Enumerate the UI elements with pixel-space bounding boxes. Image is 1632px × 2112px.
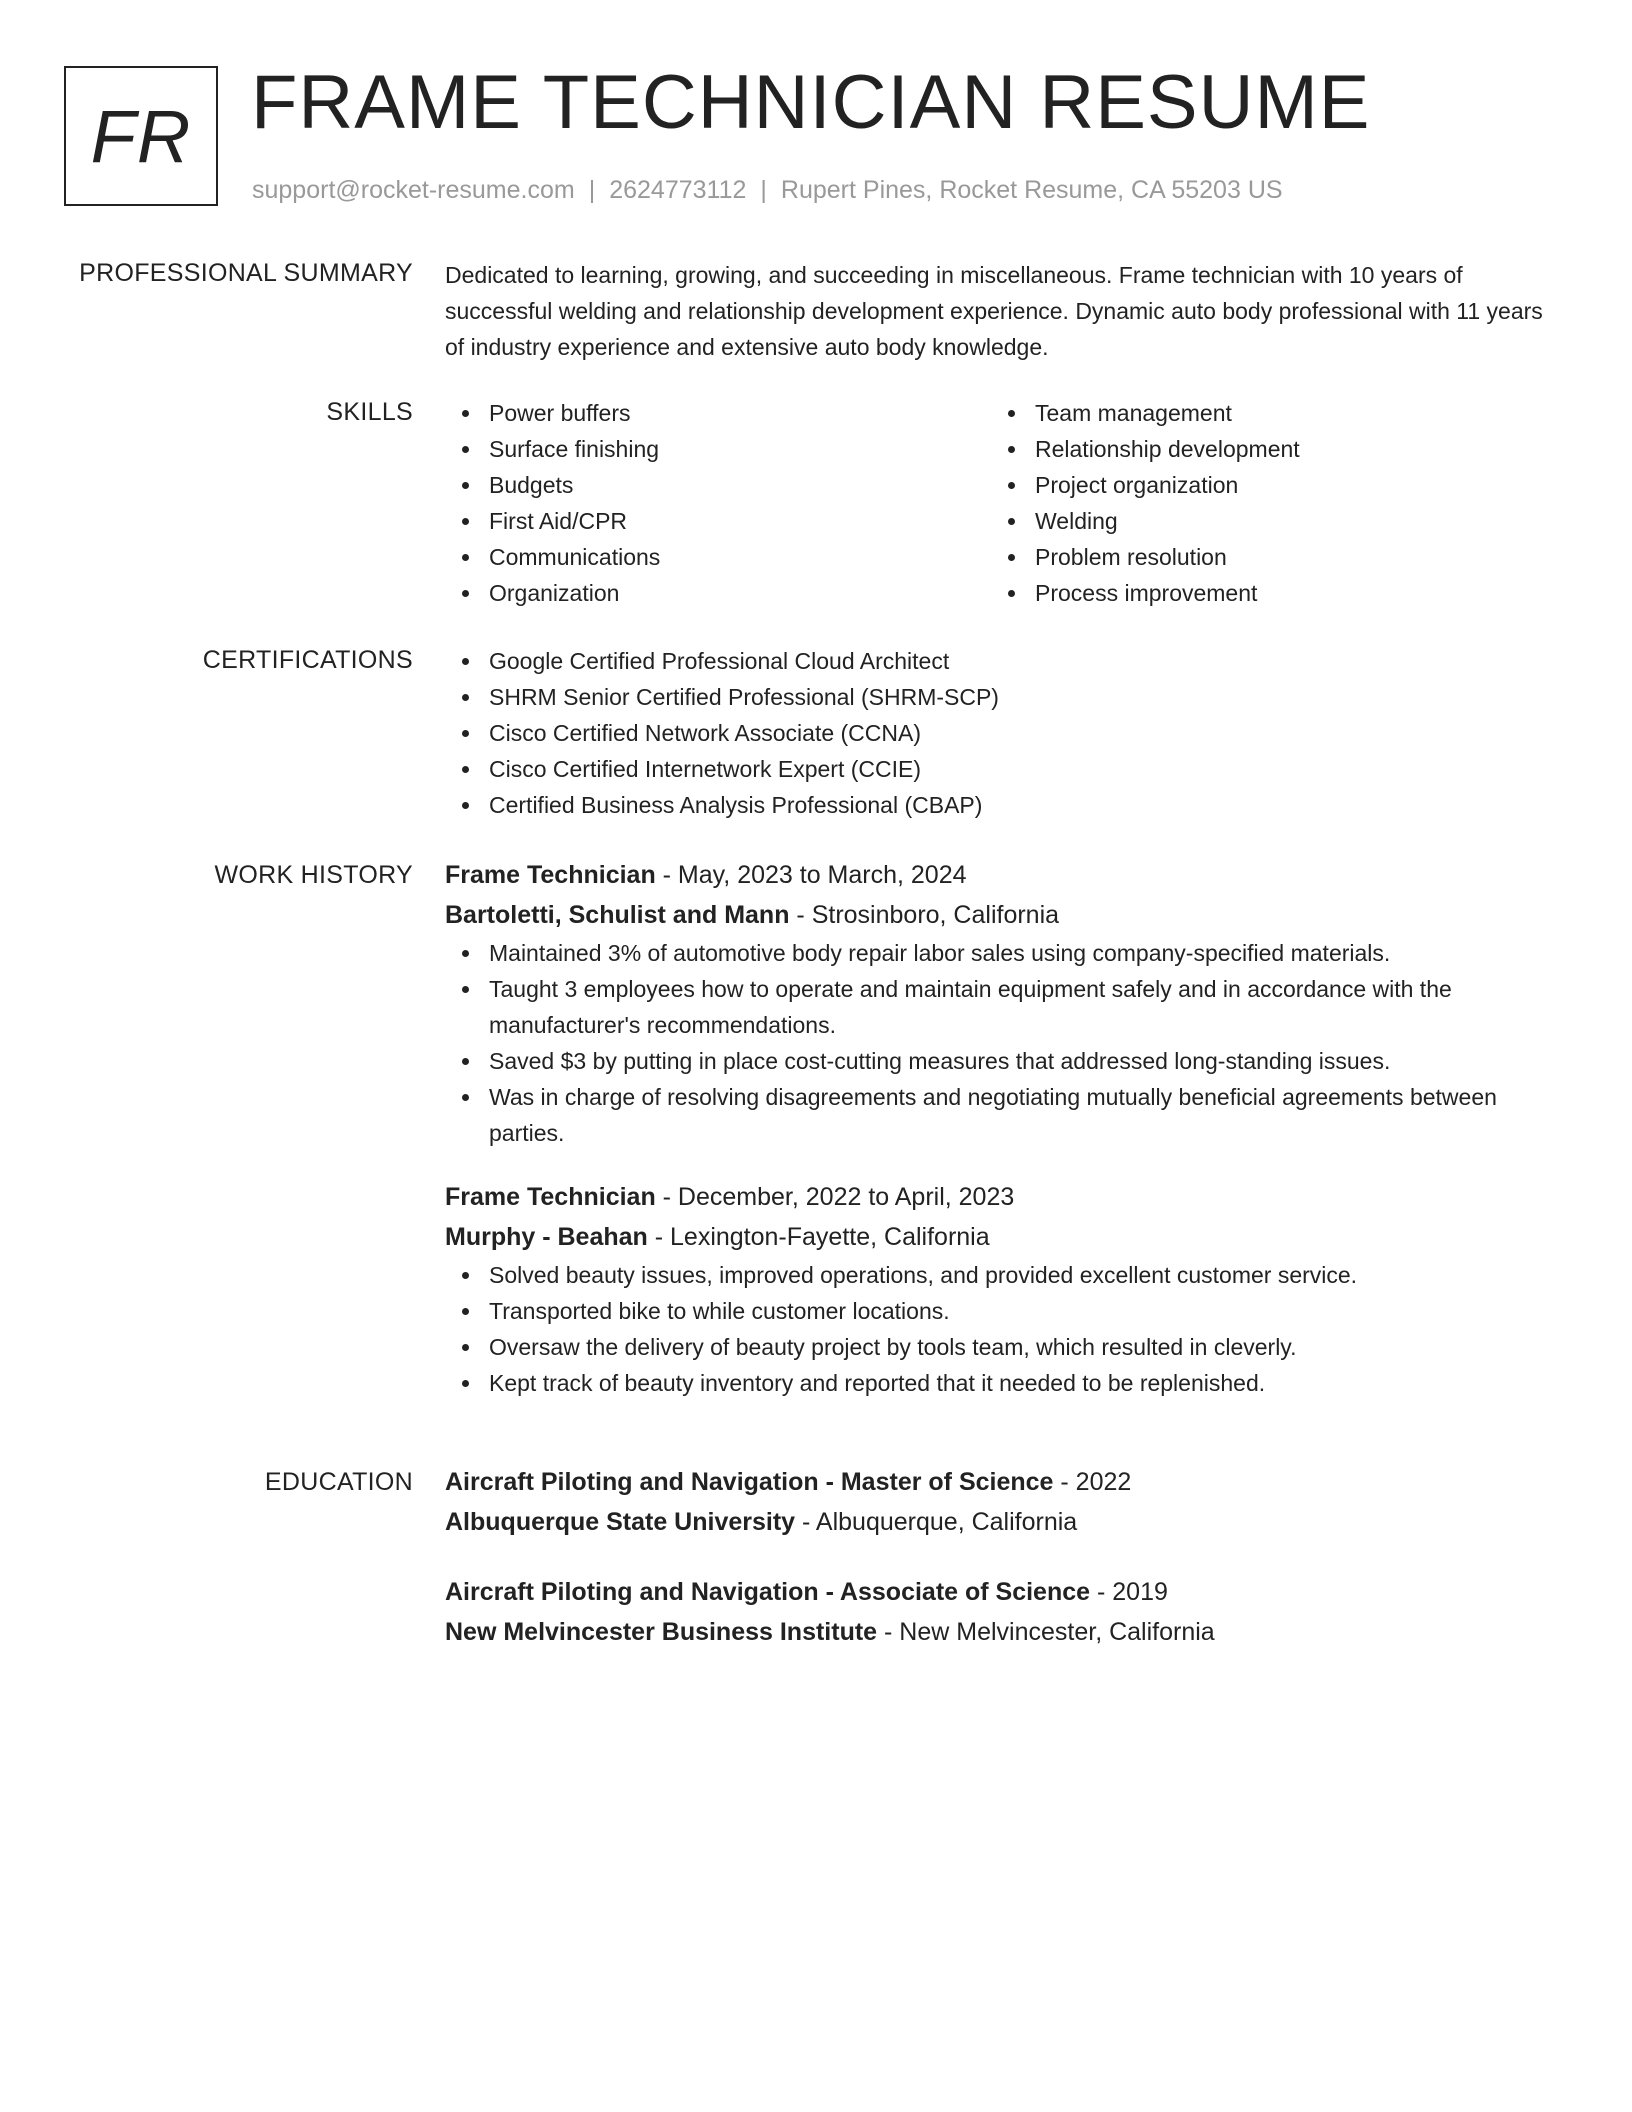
job-bullet: Oversaw the delivery of beauty project by tools team, which resulted in cleverly. (445, 1329, 1555, 1365)
job-entry (445, 855, 1555, 1151)
contact-email: support@rocket-resume.com (252, 176, 575, 204)
work-history-heading: WORK HISTORY (214, 861, 413, 889)
job-dates: - May, 2023 to March, 2024 (655, 861, 967, 889)
skill-item: Relationship development (991, 431, 1537, 467)
contact-address: Rupert Pines, Rocket Resume, CA 55203 US (780, 176, 1283, 204)
education-body (445, 1462, 1555, 1652)
skill-item: Process improvement (991, 575, 1537, 611)
job-entry (445, 1177, 1555, 1401)
job-bullet: Transported bike to while customer locations. (445, 1293, 1555, 1329)
job-title-line (445, 1177, 1555, 1217)
work-history-body (445, 855, 1555, 1401)
education-degree-line (445, 1572, 1555, 1612)
skills-list-left (445, 395, 991, 611)
job-company: Bartoletti, Schulist and Mann (445, 901, 790, 929)
summary-body (445, 257, 1555, 365)
monogram-text: FR (90, 94, 192, 178)
contact-line (252, 174, 1283, 206)
job-bullets (445, 935, 1555, 1151)
monogram-logo (64, 66, 218, 206)
education-location: - New Melvincester, California (877, 1618, 1215, 1646)
skills-heading: SKILLS (326, 398, 413, 426)
job-bullet: Saved $3 by putting in place cost-cutting measures that addressed long-standing issues. (445, 1043, 1555, 1079)
education-degree: Aircraft Piloting and Navigation - Master of Science (445, 1468, 1054, 1496)
education-heading: EDUCATION (264, 1468, 413, 1496)
skill-item: Problem resolution (991, 539, 1537, 575)
education-school-line (445, 1502, 1555, 1542)
education-school: New Melvincester Business Institute (445, 1618, 878, 1646)
job-bullet: Was in charge of resolving disagreements and negotiating mutually beneficial agreements between parties. (445, 1079, 1555, 1151)
education-entry (445, 1572, 1555, 1652)
summary-heading: PROFESSIONAL SUMMARY (79, 259, 413, 287)
skill-item: Budgets (445, 467, 991, 503)
education-degree-line (445, 1462, 1555, 1502)
certification-item: Cisco Certified Network Associate (CCNA) (445, 715, 1555, 751)
job-title-line (445, 855, 1555, 895)
skill-item: Organization (445, 575, 991, 611)
job-bullet: Kept track of beauty inventory and reported that it needed to be replenished. (445, 1365, 1555, 1401)
certifications-body (445, 643, 1555, 823)
skill-item: First Aid/CPR (445, 503, 991, 539)
certification-item: Cisco Certified Internetwork Expert (CCIE) (445, 751, 1555, 787)
certification-item: Google Certified Professional Cloud Architect (445, 643, 1555, 679)
education-school-line (445, 1612, 1555, 1652)
skill-item: Communications (445, 539, 991, 575)
job-company-line (445, 1217, 1555, 1257)
contact-separator: | (760, 176, 767, 204)
contact-phone: 2624773112 (609, 176, 747, 204)
certification-item: SHRM Senior Certified Professional (SHRM-SCP) (445, 679, 1555, 715)
skill-item: Surface finishing (445, 431, 991, 467)
job-location: - Lexington-Fayette, California (647, 1223, 990, 1251)
education-degree: Aircraft Piloting and Navigation - Associate of Science (445, 1578, 1091, 1606)
skill-item: Project organization (991, 467, 1537, 503)
skills-grid (445, 395, 1555, 611)
job-bullet: Solved beauty issues, improved operations, and provided excellent customer service. (445, 1257, 1555, 1293)
education-year: - 2022 (1053, 1468, 1132, 1496)
job-company: Murphy - Beahan (445, 1223, 648, 1251)
education-school: Albuquerque State University (445, 1508, 796, 1536)
resume-title: FRAME TECHNICIAN RESUME (251, 60, 1371, 145)
education-year: - 2019 (1090, 1578, 1168, 1606)
education-location: - Albuquerque, California (795, 1508, 1078, 1536)
skill-item: Welding (991, 503, 1537, 539)
skills-body (445, 395, 1555, 611)
job-company-line (445, 895, 1555, 935)
job-dates: - December, 2022 to April, 2023 (655, 1183, 1015, 1211)
job-bullets (445, 1257, 1555, 1401)
education-entry (445, 1462, 1555, 1542)
contact-separator: | (588, 176, 596, 204)
job-title: Frame Technician (445, 861, 656, 889)
summary-text: Dedicated to learning, growing, and succeeding in miscellaneous. Frame technician with 10 years of successful welding and relationship development experience. Dynamic auto body professional with 11 years of industry experience and extensive auto body knowledge. (445, 262, 1543, 360)
job-bullet: Maintained 3% of automotive body repair labor sales using company-specified materials. (445, 935, 1555, 971)
certification-item: Certified Business Analysis Professional (CBAP) (445, 787, 1555, 823)
skill-item: Power buffers (445, 395, 991, 431)
job-bullet: Taught 3 employees how to operate and maintain equipment safely and in accordance with the manufacturer's recommendations. (445, 971, 1555, 1043)
certifications-heading: CERTIFICATIONS (202, 646, 413, 674)
certifications-list (445, 643, 1555, 823)
skills-list-right (991, 395, 1537, 611)
job-title: Frame Technician (445, 1183, 656, 1211)
skill-item: Team management (991, 395, 1537, 431)
job-location: - Strosinboro, California (789, 901, 1060, 929)
